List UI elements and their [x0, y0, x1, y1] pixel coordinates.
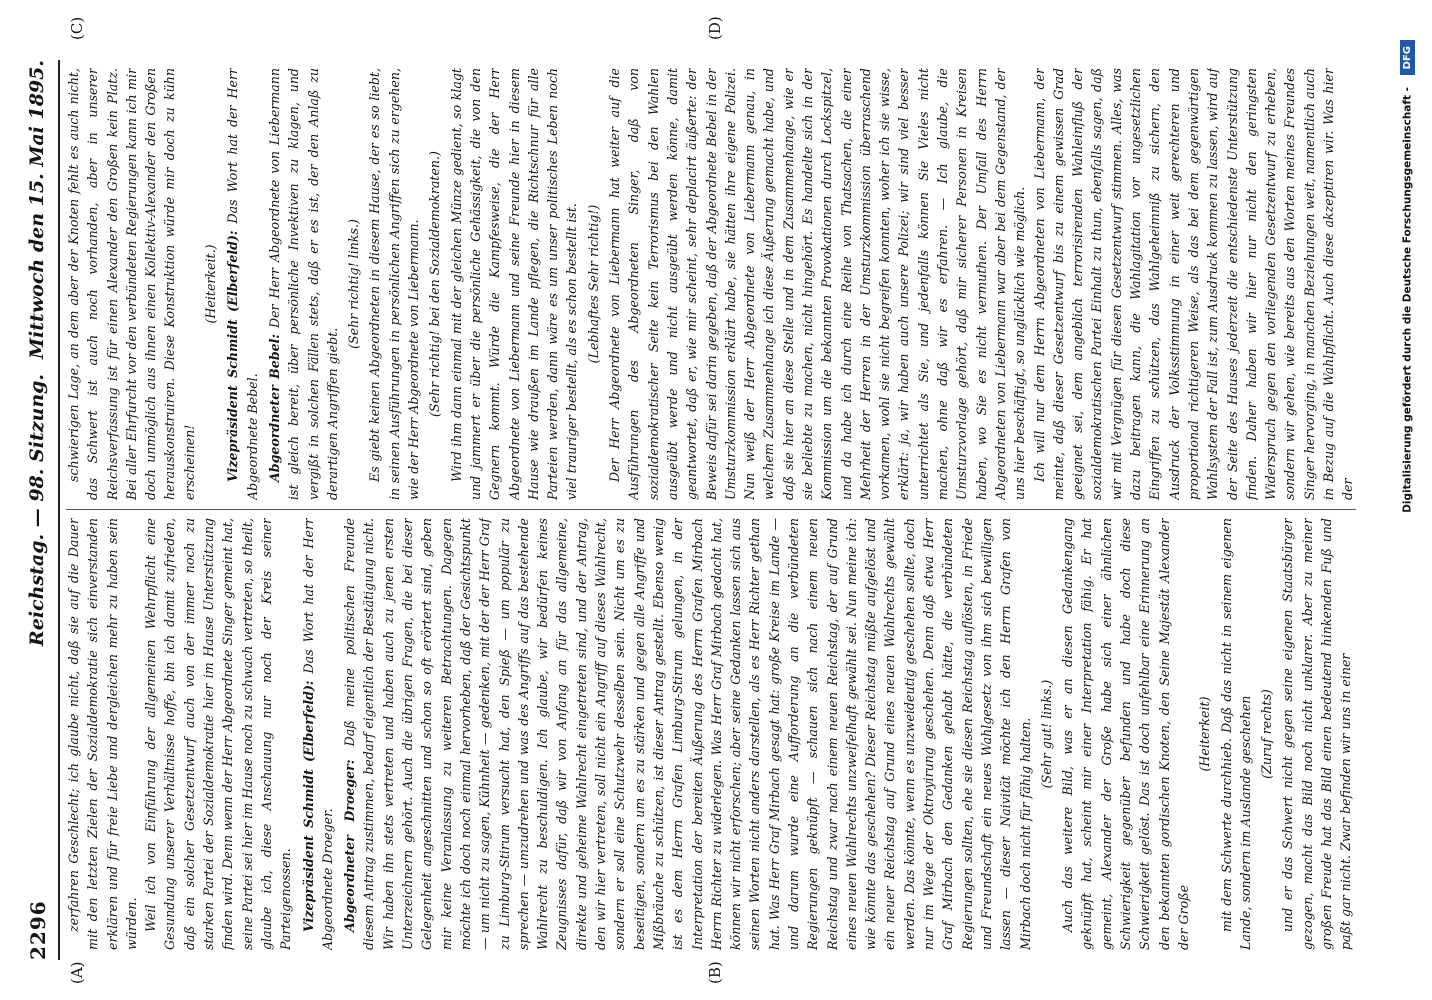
- interjection: (Sehr gut! links.): [1038, 679, 1054, 789]
- interjection: (Heiterkeit): [1197, 696, 1213, 772]
- right-column: [64, 68, 1364, 500]
- paragraph: zerfahren Geschlecht; ich glaube nicht, daß sie auf die Dauer mit den letzten Zielen der Sozialdemokratie sich einverstanden erklären und für freie Liebe und dergleichen mehr zu haben sein würden.: [66, 518, 139, 950]
- paragraph: und er das Schwert nicht gegen seine eigenen Staatsbürger gezogen, macht das Bild noch nicht unklarer. Aber zu meiner großen Freude hat das Bild einen bedeutend hinkenden Fuß und paßt gar nicht. Zwar befinden wir uns in einer: [1280, 518, 1354, 950]
- session-date: Mittwoch den 15. Mai 1895.: [26, 60, 48, 359]
- speaker-name: Abgeordneter Droeger:: [342, 759, 358, 932]
- column-divider: [66, 509, 1356, 510]
- margin-mark-a: (A): [68, 961, 86, 984]
- speech-text: Daß meine politischen Freunde diesem Antrag zustimmen, bedarf eigentlich der Bestätigung nicht. Wir haben ihn stets vertreten und haben auch zu jenen ersten Unterzeichnern gehört. Auch die übrigen Fragen, die bei dieser Gelegenheit angeschnitten und schon so oft erörtert sind, geben mir keine Veranlassung zu weiteren Betrachtungen. Dagegen möchte ich doch noch einmal hervorheben, daß der Gesichtspunkt — um nicht zu sagen, Kühnheit — gedenken, mit der der Herr Graf zu Limburg-Stirum versucht hat, den Spieß — um populär zu sprechen — umzudrehen und was des Angriffs auf das bestehende Wahlrecht zu beschuldigen. Ich glaube, wir bedürfen keines Zeugnisses dafür, daß wir von Anfang an für das allgemeine, direkte und geheime Wahlrecht eingetreten sind, und der Antrag, den wir hier vertreten, soll nicht ein Angriff auf dieses Wahlrecht, sondern er soll eine Schutzwehr desselben sein. Nicht um es zu beseitigen, sondern um es zu stärken und gegen alle Angriffe und Mißbräuche zu schützen, ist dieser Antrag gestellt. Ebenso wenig ist es dem Herrn Grafen Limburg-Stirum gelungen, in der Interpretation der bereiten Äußerung des Herrn Grafen Mirbach Herrn Richter zu widerlegen. Was Herr Graf Mirbach gedacht hat, können wir nicht erforschen; aber seine Gedanken lassen sich aus seinen Worten nicht anders darstellen, als es Herr Richter gethan hat. Was Herr Graf Mirbach gesagt hat: große Kreise im Lande — und darum wurde eine Aufforderung an die verbündeten Regierungen geknüpft — schauen sich nach einem neuen Reichstag und zwar nach einem neuen Reichstag, der auf Grund eines neuen Wahlrechts unzweifelhaft gewählt sei. Nun meine ich: wie könnte das geschehen? Dieser Reichstag müßte aufgelöst und ein neuer Reichstag auf Grund eines neuen Wahlrechts gewählt werden. Das könnte, wenn es unzweideutig geschehen sollte, doch nur im Wege der Oktroyirung geschehen. Denn daß etwa Herr Graf Mirbach den Gedanken gehabt hätte, die verbündeten Regierungen sollten, ehe sie diesen Reichstag auflösten, in Friede und Freundschaft ein neues Wahlgesetz von ihm sich bewilligen lassen — dieser Naivität möchte ich den Herrn Grafen von Mirbach doch nicht für fähig halten.: [342, 518, 1033, 950]
- interjection: (Lebhaftes Sehr richtig!): [585, 204, 601, 364]
- dfg-logo: DFG: [1400, 40, 1415, 75]
- margin-mark-c: (C): [68, 16, 86, 40]
- paragraph: Weil ich von Einführung der allgemeinen Wehrpflicht eine Gesundung unserer Verhältnisse hoffe, bin ich damit zufrieden, daß ein solcher Gesetzentwurf auch von der immer noch zu starken Partei der Sozialdemokratie hier im Hause Unterstützung finden wird. Denn wenn der Herr Abgeordnete Singer gemeint hat, seine Partei sei hier im Hause noch zu schwach vertreten, so theilt, glaube ich, diese Anschauung nur noch der Kreis seiner Parteigenossen.: [143, 518, 294, 950]
- page-number: 2296: [26, 900, 50, 960]
- speaker-name: Abgeordneter Bebel:: [266, 333, 282, 482]
- interjection: (Heiterkeit.): [203, 244, 219, 324]
- paragraph: mit dem Schwerte durchhieb. Daß das nicht in seinem eigenen Lande, sondern im Auslande geschehen: [1218, 518, 1253, 950]
- paragraph: Wird ihm dann einmal mit der gleichen Münze gedient, so klagt und jammert er über die persönliche Gehässigkeit, die von den Gegnern kommt. Würde die Kampfesweise, die der Herr Abgeordnete von Liebermann und seine Freunde hier in diesem Hause wie draußen im Lande pflegen, die Richtschnur für alle Parteien werden, dann wäre es um unser politisches Leben noch viel trauriger bestellt, als es schon bestellt ist.: [448, 68, 580, 500]
- page-header: [18, 60, 60, 960]
- speaker-paragraph: [223, 68, 262, 500]
- digitization-credit: [1400, 40, 1424, 960]
- paragraph: Ich will nur dem Herrn Abgeordneten von Liebermann, der meinte, daß dieser Gesetzentwurf bis zu einem gewissen Grad geeignet sei, dem angeblich terrorisirenden Wahleinfluß der sozialdemokratischen Partei Einhalt zu thun, ebenfalls sagen, daß wir mit Vergnügen für diesen Gesetzentwurf stimmen. Alles, was dazu beitragen kann, die Wahlagitation vor ungesetzlichen Eingriffen zu schützen, das Wahlgeheimniß zu sichern, den Ausdruck der Volksstimmung in einer weit gerechteren und proportional richtigeren Weise, als das bei dem gegenwärtigen Wahlsystem der Fall ist, zum Ausdruck kommen zu lassen, wird auf der Seite des Hauses jederzeit die entschiedenste Unterstützung finden. Daher haben wir hier nur nicht den geringsten Widerspruch gegen den vorliegenden Gesetzentwurf zu erheben, sondern wir gehen, wie bereits aus den Worten meines Freundes Singer hervorging, in manchen Beziehungen weit, namentlich auch in Bezug auf die Wahlpflicht. Auch diese akzeptiren wir. Was hier der: [1031, 68, 1356, 500]
- paragraph: schwierigen Lage, an dem aber der Knoten fehlt es auch nicht, das Schwert ist auch noch vorhanden, aber in unserer Reichsverfassung ist für einen Alexander den Großen kein Platz. Bei aller Ehrfurcht vor den verbündeten Regierungen kann ich mir doch unmöglich aus ihnen einen Kollektiv-Alexander den Großen herauskonstruiren. Diese Konstruktion würde mir doch zu kühn erscheinen!: [66, 68, 197, 500]
- margin-mark-d: (D): [706, 16, 724, 40]
- interjection: (Zuruf rechts): [1259, 689, 1275, 779]
- paragraph: Es giebt keinen Abgeordneten in diesem Hause, der es so liebt, in seinen Ausführungen in persönlichen Angriffen sich zu ergehen, wie der Herr Abgeordnete von Liebermann.: [367, 68, 422, 500]
- interjection: (Sehr richtig! bei den Sozialdemokraten.): [427, 151, 443, 417]
- speech-text: Der Herr Abgeordnete von Liebermann ist gleich bereit, über persönliche Invektiven zu klagen, und vergißt in solchen Fällen stets, daß er es ist, der den Anlaß zu derartigen Angriffen giebt.: [266, 68, 340, 500]
- paragraph: Der Herr Abgeordnete von Liebermann hat weiter auf die Ausführungen des Abgeordneten Singer, daß von sozialdemokratischer Seite kein Terrorismus bei den Wahlen ausgeübt werde und nicht ausgeübt werden könne, damit geantwortet, daß er, wie mir scheint, sehr deplacirt äußerte: der Beweis dafür sei darin gegeben, daß der Abgeordnete Bebel in der Umsturzkommission erklärt habe, sie hätten ihre eigene Polizei. Nun weiß der Herr Abgeordnete von Liebermann genau, in welchem Zusammenhange ich diese Äußerung gemacht habe, und daß sie hier an diese Stelle und in dem Zusammenhange, wie er sie beliebte zu machen, nicht hingehört. Es handelte sich in der Kommission um die bekannten Provokationen durch Lockspitzel, und da habe ich durch eine Reihe von Thatsachen, die einer Mehrheit der Herren in der Umsturzkommission überraschend vorkamen, wohl sie nicht begreifen konnten, woher ich sie wisse, erklärt: ja, wir haben auch unsere Polizei; wir sind viel besser unterrichtet als Sie, und jedenfalls können Sie Vieles nicht machen, ohne daß wir es erfahren. — Ich glaube, die Umsturzvorlage gehört, daß mir sicherer Personen in Kreisen haben, wo Sie es nicht vermuthen. Der Umfall des Herrn Abgeordneten von Liebermann war aber bei dem Gegenstand, der uns hier beschäftigt, so unglücklich wie möglich.: [607, 68, 1028, 500]
- speech-text: Das Wort hat der Herr Abgeordnete Bebel.: [225, 68, 260, 500]
- paragraph: Auch das weitere Bild, was er an diesen Gedankengang geknüpft hat, scheint mir einer Interpretation fähig. Er hat gemeint, Alexander der Große habe sich einer ähnlichen Schwierigkeit gegenüber befunden und habe doch diese Schwierigkeit gelöst. Das ist doch unfehlbar eine Erinnerung an den bekannten gordischen Knoten, den Seine Majestät Alexander der Große: [1060, 518, 1191, 950]
- session-title: Reichstag. — 98. Sitzung.: [26, 373, 48, 647]
- speaker-name: Vizepräsident Schmidt (Elberfeld):: [300, 680, 316, 932]
- speaker-name: Vizepräsident Schmidt (Elberfeld):: [225, 230, 241, 482]
- margin-mark-b: (B): [706, 961, 724, 984]
- interjection: (Sehr richtig! links.): [346, 219, 362, 349]
- credit-text: Digitalisierung gefördert durch die Deutsche Forschungsgemeinschaft -: [1401, 87, 1414, 513]
- speaker-paragraph: [265, 68, 342, 500]
- speech-text: Das Wort hat der Herr Abgeordnete Droeger.: [300, 518, 335, 950]
- left-column: [64, 518, 1364, 950]
- speaker-paragraph: [340, 518, 1035, 950]
- speaker-paragraph: [299, 518, 338, 950]
